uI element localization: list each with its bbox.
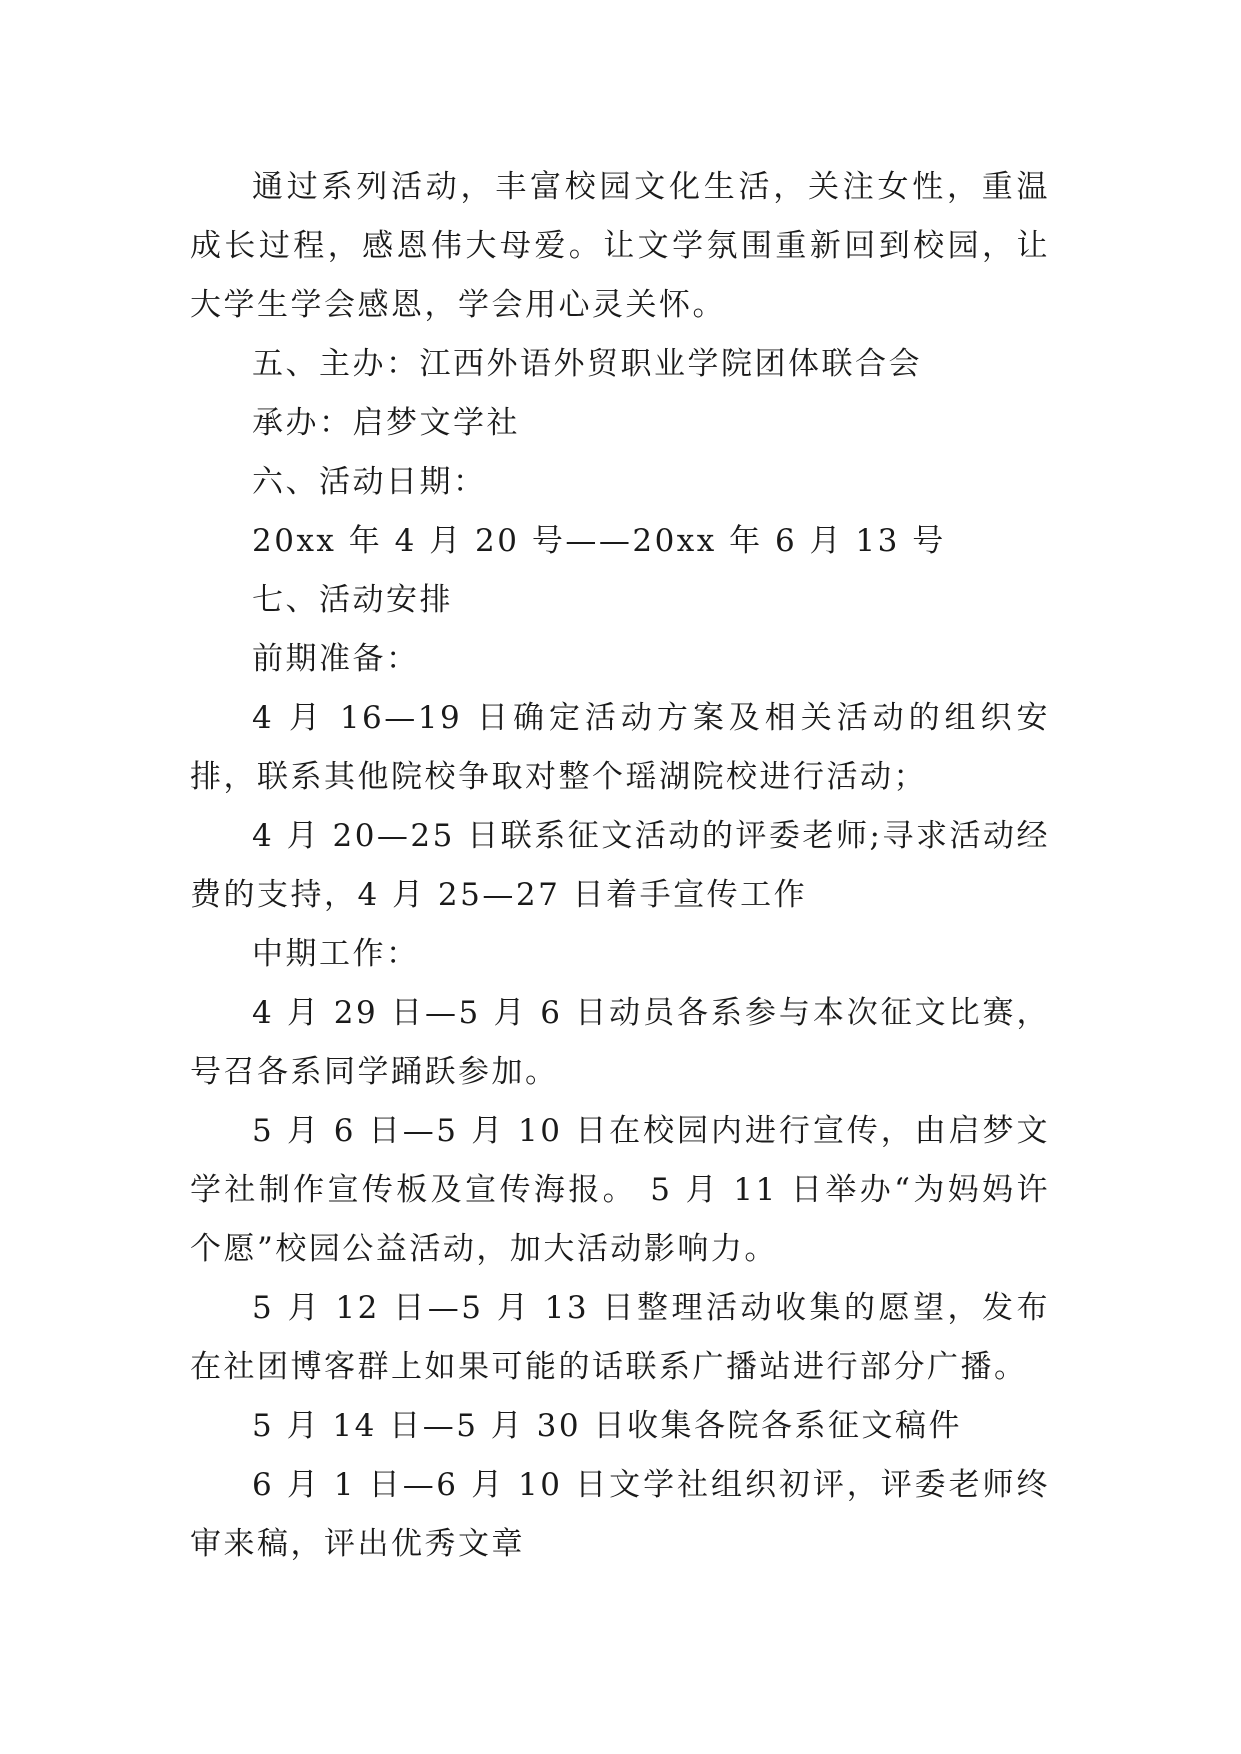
paragraph-co-organizer: 承办：启梦文学社 bbox=[252, 405, 520, 441]
paragraph-schedule-item: 6 月 1 日—6 月 10 日文学社组织初评，评委老师终审来稿，评出优秀文章 bbox=[190, 1467, 1050, 1562]
paragraph-date-range: 20xx 年 4 月 20 号——20xx 年 6 月 13 号 bbox=[252, 523, 946, 559]
paragraph-schedule-item: 4 月 29 日—5 月 6 日动员各系参与本次征文比赛，号召各系同学踊跃参加。 bbox=[190, 995, 1050, 1090]
heading-midterm-work: 中期工作： bbox=[252, 936, 420, 972]
paragraph-purpose: 通过系列活动，丰富校园文化生活，关注女性，重温成长过程，感恩伟大母爱。让文学氛围重新回到校园，让大学生学会感恩，学会用心灵关怀。 bbox=[190, 169, 1050, 323]
paragraph-organizer: 五、主办：江西外语外贸职业学院团体联合会 bbox=[252, 346, 922, 382]
paragraph-schedule-item: 5 月 12 日—5 月 13 日整理活动收集的愿望，发布在社团博客群上如果可能的话联系广播站进行部分广播。 bbox=[190, 1290, 1050, 1385]
paragraph-schedule-item: 4 月 20—25 日联系征文活动的评委老师;寻求活动经费的支持，4 月 25—27 日着手宣传工作 bbox=[190, 818, 1050, 913]
paragraph-schedule-item: 4 月 16—19 日确定活动方案及相关活动的组织安排，联系其他院校争取对整个瑶湖院校进行活动； bbox=[190, 700, 1050, 795]
paragraph-schedule-item: 5 月 14 日—5 月 30 日收集各院各系征文稿件 bbox=[252, 1408, 962, 1444]
paragraph-schedule-item: 5 月 6 日—5 月 10 日在校园内进行宣传，由启梦文学社制作宣传板及宣传海报。 5 月 11 日举办“为妈妈许个愿”校园公益活动，加大活动影响力。 bbox=[190, 1113, 1050, 1267]
document-body bbox=[190, 158, 1050, 1574]
heading-preparation: 前期准备： bbox=[252, 641, 420, 677]
heading-activity-schedule: 七、活动安排 bbox=[252, 582, 453, 618]
heading-activity-dates: 六、活动日期： bbox=[252, 464, 487, 500]
